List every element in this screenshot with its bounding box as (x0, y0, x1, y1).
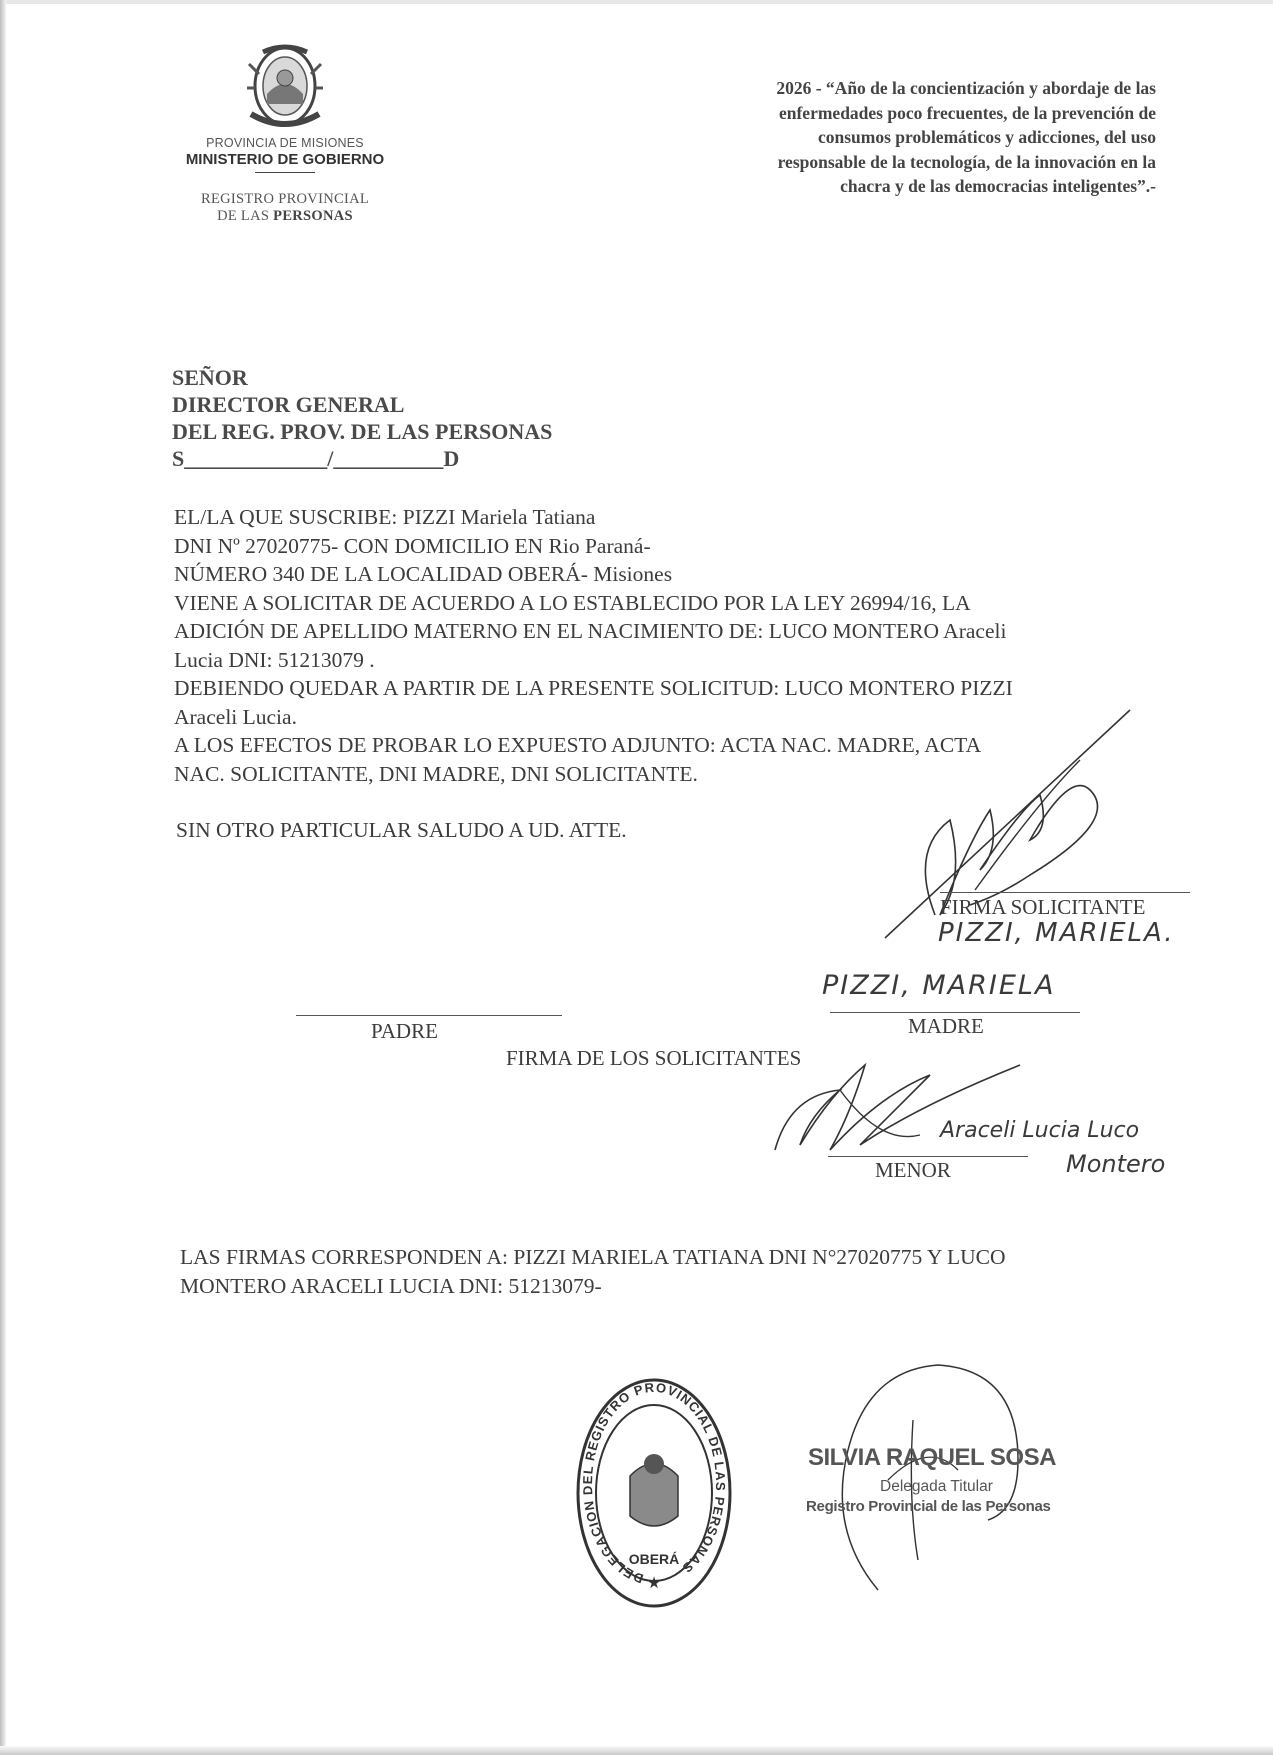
body-line: EL/LA QUE SUSCRIBE: PIZZI Mariela Tatiana (174, 505, 596, 529)
page-edge-left (0, 0, 6, 1755)
minor-handwritten-name-1: Araceli Lucia Luco (940, 1118, 1140, 1143)
page-edge-bottom (0, 1746, 1273, 1755)
minor-handwritten-name-2: Montero (1066, 1150, 1166, 1178)
delegate-name: SILVIA RAQUEL SOSA (808, 1444, 1056, 1471)
body-line: DEBIENDO QUEDAR A PARTIR DE LA PRESENTE SOLICITUD: LUCO MONTERO PIZZI (174, 676, 1013, 700)
motto-line: chacra y de las democracias inteligentes”.- (840, 176, 1156, 196)
registry-line1: REGISTRO PROVINCIAL (200, 191, 370, 207)
motto-line: enfermedades poco frecuentes, de la prevención de (778, 102, 1156, 123)
applicant-signature-line (940, 892, 1190, 893)
addressee-line: DIRECTOR GENERAL (172, 392, 405, 417)
seal-city: OBERÁ (628, 1551, 680, 1567)
mother-handwritten-name: PIZZI, MARIELA (822, 970, 1056, 1001)
addressee-sd-line: S_____________/__________D (172, 446, 460, 471)
delegate-role: Delegada Titular (880, 1478, 993, 1495)
body-line: VIENE A SOLICITAR DE ACUERDO A LO ESTABLECIDO POR LA LEY 26994/16, LA (174, 590, 971, 615)
ministry-underline (255, 172, 315, 173)
registry-name (150, 191, 420, 225)
applicant-signature-label: FIRMA SOLICITANTE (940, 895, 1146, 919)
addressee-line: SEÑOR (172, 365, 248, 390)
father-label: PADRE (371, 1019, 438, 1043)
page-edge-top (0, 0, 1273, 4)
mother-signature-line (830, 1012, 1080, 1013)
province-crest-logo (237, 44, 333, 130)
body-line: Araceli Lucia. (174, 704, 297, 729)
body-line: NAC. SOLICITANTE, DNI MADRE, DNI SOLICITANTE. (174, 761, 698, 786)
father-signature-line (296, 1015, 562, 1016)
addressee-line: DEL REG. PROV. DE LAS PERSONAS (172, 419, 553, 444)
body-line: DNI Nº 27020775- CON DOMICILIO EN Rio Paraná- (174, 533, 651, 558)
motto-line: 2026 - “Año de la concientización y abordaje de las (776, 78, 1156, 98)
seal-star-icon: ★ (646, 1573, 662, 1592)
registry-seal (574, 1376, 734, 1610)
letterhead (150, 44, 420, 225)
ministry-name: MINISTERIO DE GOBIERNO (185, 151, 385, 168)
seal-ring-text: DELEGACION DEL REGISTRO PROVINCIAL DE LAS PERSONAS (579, 1379, 729, 1587)
closing-line: MONTERO ARACELI LUCIA DNI: 51213079- (180, 1274, 602, 1298)
minor-signature-line (828, 1156, 1028, 1157)
applicants-signature-label: FIRMA DE LOS SOLICITANTES (506, 1046, 802, 1070)
registry-line2 (150, 208, 420, 225)
addressee-block (172, 364, 552, 472)
signatures-correspond-note (180, 1243, 1006, 1301)
mother-label: MADRE (908, 1014, 984, 1038)
province-name: PROVINCIA DE MISIONES (206, 136, 364, 150)
body-line: Lucia DNI: 51213079 . (174, 647, 375, 672)
greeting: SIN OTRO PARTICULAR SALUDO A UD. ATTE. (176, 818, 627, 842)
minor-signature (770, 1055, 1030, 1165)
year-motto (588, 76, 1156, 199)
delegate-organization: Registro Provincial de las Personas (806, 1498, 1051, 1515)
body-line: A LOS EFECTOS DE PROBAR LO EXPUESTO ADJUNTO: ACTA NAC. MADRE, ACTA (174, 733, 982, 757)
motto-line: responsable de la tecnología, de la innovación en la (777, 151, 1156, 172)
body-line: ADICIÓN DE APELLIDO MATERNO EN EL NACIMIENTO DE: LUCO MONTERO Araceli (174, 619, 1007, 643)
minor-label: MENOR (875, 1158, 951, 1182)
body-line: NÚMERO 340 DE LA LOCALIDAD OBERÁ- Misiones (174, 562, 673, 586)
motto-line: consumos problemáticos y adicciones, del uso (817, 127, 1156, 147)
applicant-handwritten-name: PIZZI, MARIELA. (938, 918, 1175, 948)
registry-line2-prefix: DE LAS (217, 208, 274, 224)
closing-line: LAS FIRMAS CORRESPONDEN A: PIZZI MARIELA TATIANA DNI N°27020775 Y LUCO (180, 1245, 1006, 1269)
registry-line2-bold: PERSONAS (273, 208, 353, 224)
